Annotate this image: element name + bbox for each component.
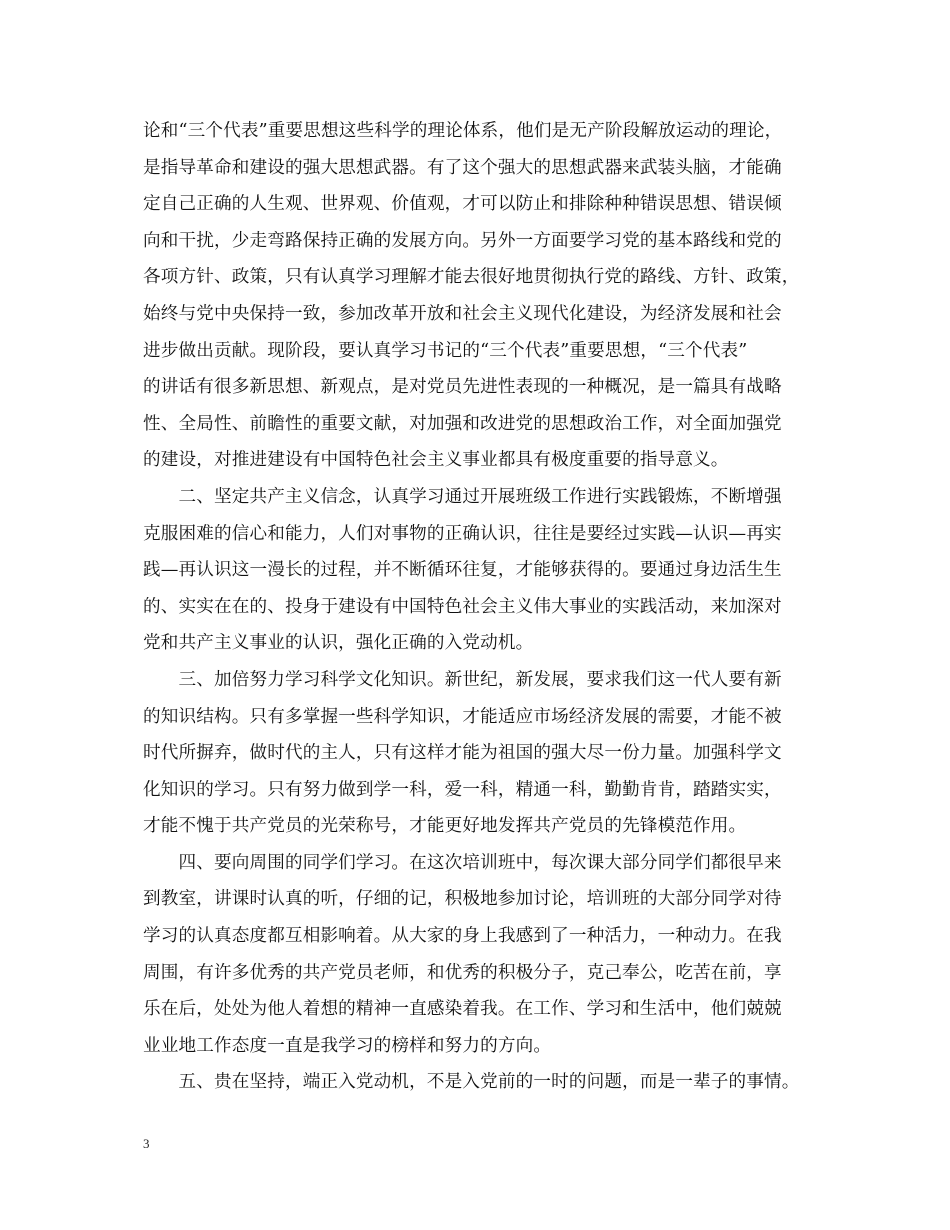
text-line: 是指导革命和建设的强大思想武器。有了这个强大的思想武器来武装头脑，才能确 — [143, 157, 782, 178]
text-line: 的、实实在在的、投身于建设有中国特色社会主义伟大事业的实践活动，来加深对 — [143, 596, 782, 617]
text-line: 五、贵在坚持，端正入党动机，不是入党前的一时的问题，而是一辈子的事情。 — [143, 1072, 800, 1093]
text-line: 三、加倍努力学习科学文化知识。新世纪，新发展，要求我们这一代人要有新 — [143, 669, 782, 690]
text-line: 时代所摒弃，做时代的主人，只有这样才能为祖国的强大尽一份力量。加强科学文 — [143, 743, 782, 764]
text-line: 克服困难的信心和能力，人们对事物的正确认识，往往是要经过实践—认识—再实 — [143, 523, 782, 544]
text-line: 乐在后，处处为他人着想的精神一直感染着我。在工作、学习和生活中，他们兢兢 — [143, 999, 782, 1020]
text-line: 二、坚定共产主义信念，认真学习通过开展班级工作进行实践锻炼，不断增强 — [143, 486, 782, 507]
text-line: 进步做出贡献。现阶段，要认真学习书记的“三个代表”重要思想，“三个代表” — [143, 340, 748, 361]
text-line: 的建设，对推进建设有中国特色社会主义事业都具有极度重要的指导意义。 — [143, 450, 729, 471]
text-line: 论和“三个代表”重要思想这些科学的理论体系，他们是无产阶段解放运动的理论， — [143, 121, 783, 141]
text-line: 四、要向周围的同学们学习。在这次培训班中，每次课大部分同学们都很早来 — [143, 852, 782, 873]
body-text — [143, 113, 835, 1101]
text-line: 向和干扰，少走弯路保持正确的发展方向。另外一方面要学习党的基本路线和党的 — [143, 230, 782, 251]
text-line: 践—再认识这一漫长的过程，并不断循环往复，才能够获得的。要通过身边活生生 — [143, 560, 782, 581]
text-line: 到教室，讲课时认真的听，仔细的记，积极地参加讨论，培训班的大部分同学对待 — [143, 889, 782, 910]
text-line: 的知识结构。只有多掌握一些科学知识，才能适应市场经济发展的需要，才能不被 — [143, 706, 782, 727]
text-line: 学习的认真态度都互相影响着。从大家的身上我感到了一种活力，一种动力。在我 — [143, 926, 782, 947]
text-line: 党和共产主义事业的认识，强化正确的入党动机。 — [143, 633, 534, 654]
text-line: 周围，有许多优秀的共产党员老师，和优秀的积极分子，克己奉公，吃苦在前，享 — [143, 962, 782, 983]
text-line: 各项方针、政策，只有认真学习理解才能去很好地贯彻执行党的路线、方针、政策， — [143, 267, 800, 288]
page-number: 3 — [143, 1136, 150, 1151]
text-line: 定自己正确的人生观、世界观、价值观，才可以防止和排除种种错误思想、错误倾 — [143, 194, 782, 215]
text-line: 的讲话有很多新思想、新观点，是对党员先进性表现的一种概况，是一篇具有战略 — [143, 377, 782, 398]
text-line: 业业地工作态度一直是我学习的榜样和努力的方向。 — [143, 1035, 552, 1056]
text-line: 始终与党中央保持一致，参加改革开放和社会主义现代化建设，为经济发展和社会 — [143, 303, 782, 324]
text-line: 化知识的学习。只有努力做到学一科，爱一科，精通一科，勤勤肯肯，踏踏实实， — [143, 779, 782, 800]
text-line: 才能不愧于共产党员的光荣称号，才能更好地发挥共产党员的先锋模范作用。 — [143, 816, 747, 837]
text-line: 性、全局性、前瞻性的重要文献，对加强和改进党的思想政治工作，对全面加强党 — [143, 413, 782, 434]
